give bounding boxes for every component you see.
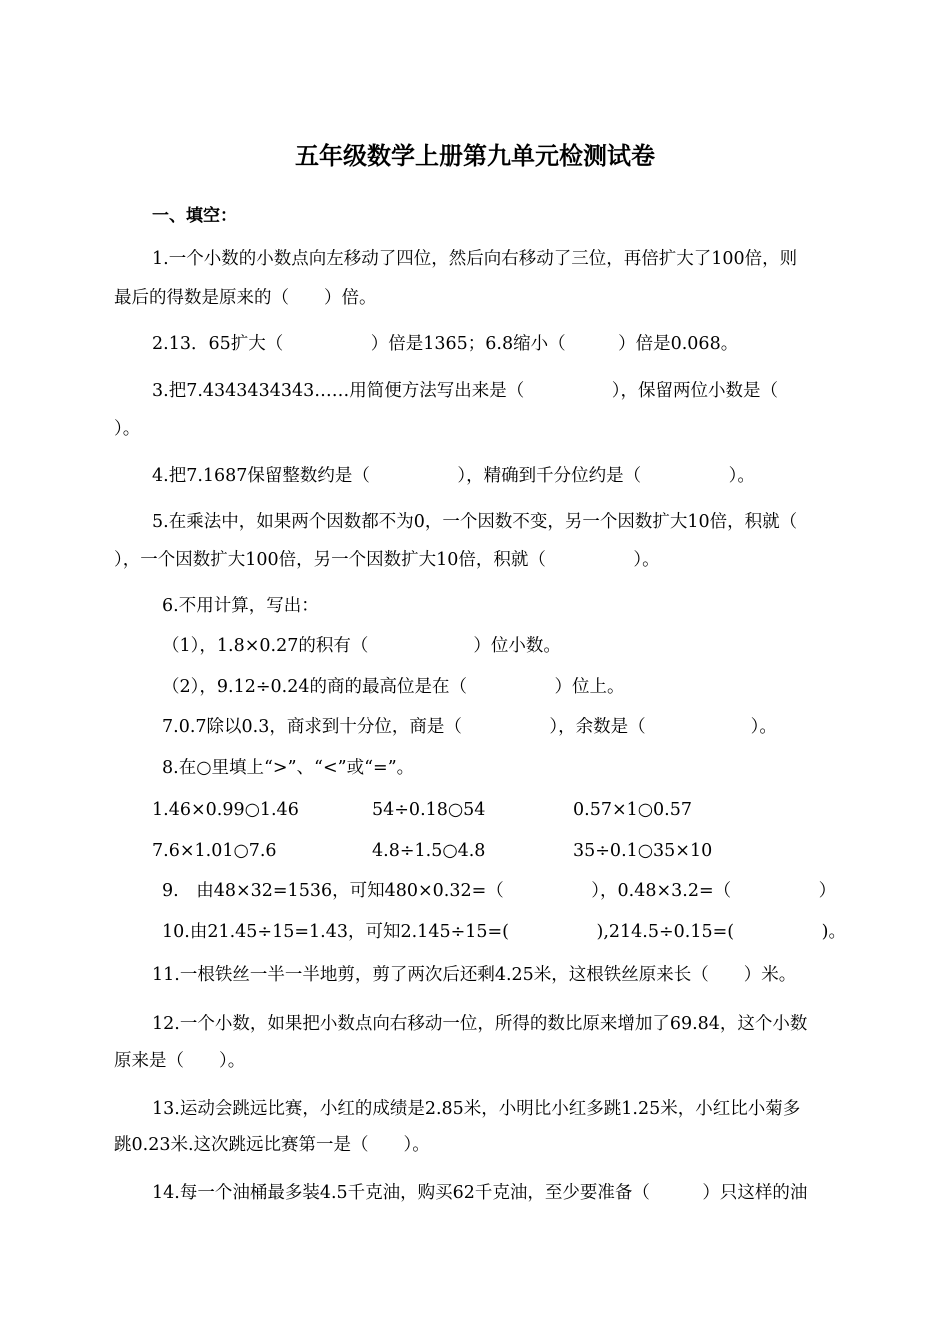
- question-5-line-1: 5.在乘法中，如果两个因数都不为0，一个因数不变，另一个因数扩大10倍，积就（: [152, 512, 798, 532]
- compare-item: 54÷0.18○54: [372, 800, 486, 820]
- compare-item: 35÷0.1○35×10: [573, 841, 713, 861]
- question-12-line-2: 原来是（ ）。: [114, 1051, 246, 1071]
- compare-item: 7.6×1.01○7.6: [152, 841, 277, 861]
- question-7: 7.0.7除以0.3，商求到十分位，商是（ ），余数是（ ）。: [162, 717, 777, 737]
- question-1-line-2: 最后的得数是原来的（ ）倍。: [114, 288, 377, 308]
- compare-item: 1.46×0.99○1.46: [152, 800, 299, 820]
- question-6-part-2: （2），9.12÷0.24的商的最高位是在（ ）位上。: [162, 677, 625, 697]
- question-3-line-1: 3.把7.4343434343……用简便方法写出来是（ ），保留两位小数是（: [152, 381, 778, 401]
- question-12-line-1: 12.一个小数，如果把小数点向右移动一位，所得的数比原来增加了69.84，这个小数: [152, 1014, 808, 1034]
- question-3-line-2: ）。: [114, 419, 141, 439]
- question-6: 6.不用计算，写出：: [162, 596, 319, 616]
- question-9: 9. 由48×32=1536，可知480×0.32=（ ），0.48×3.2=（ ）: [162, 881, 837, 901]
- question-13-line-2: 跳0.23米.这次跳远比赛第一是（ ）。: [114, 1135, 430, 1155]
- question-1-line-1: 1.一个小数的小数点向左移动了四位，然后向右移动了三位，再倍扩大了100倍，则: [152, 249, 798, 269]
- section-heading: 一、填空：: [152, 206, 237, 226]
- question-8: 8.在○里填上“>”、“<”或“=”。: [162, 758, 415, 778]
- question-14: 14.每一个油桶最多装4.5千克油，购买62千克油，至少要准备（ ）只这样的油: [152, 1183, 808, 1203]
- question-10: 10.由21.45÷15=1.43，可知2.145÷15=( ),214.5÷0.15=( )。: [162, 922, 846, 942]
- question-4: 4.把7.1687保留整数约是（ ），精确到千分位约是（ ）。: [152, 466, 755, 486]
- question-5-line-2: ），一个因数扩大100倍，另一个因数扩大10倍，积就（ ）。: [114, 550, 660, 570]
- question-2: 2.13．65扩大（ ）倍是1365；6.8缩小（ ）倍是0.068。: [152, 334, 739, 354]
- question-11: 11.一根铁丝一半一半地剪，剪了两次后还剩4.25米，这根铁丝原来长（ ）米。: [152, 965, 797, 985]
- compare-item: 0.57×1○0.57: [573, 800, 692, 820]
- page-title: 五年级数学上册第九单元检测试卷: [295, 142, 655, 170]
- question-6-part-1: （1），1.8×0.27的积有（ ）位小数。: [162, 636, 561, 656]
- compare-item: 4.8÷1.5○4.8: [372, 841, 486, 861]
- question-13-line-1: 13.运动会跳远比赛，小红的成绩是2.85米，小明比小红多跳1.25米，小红比小菊多: [152, 1099, 801, 1119]
